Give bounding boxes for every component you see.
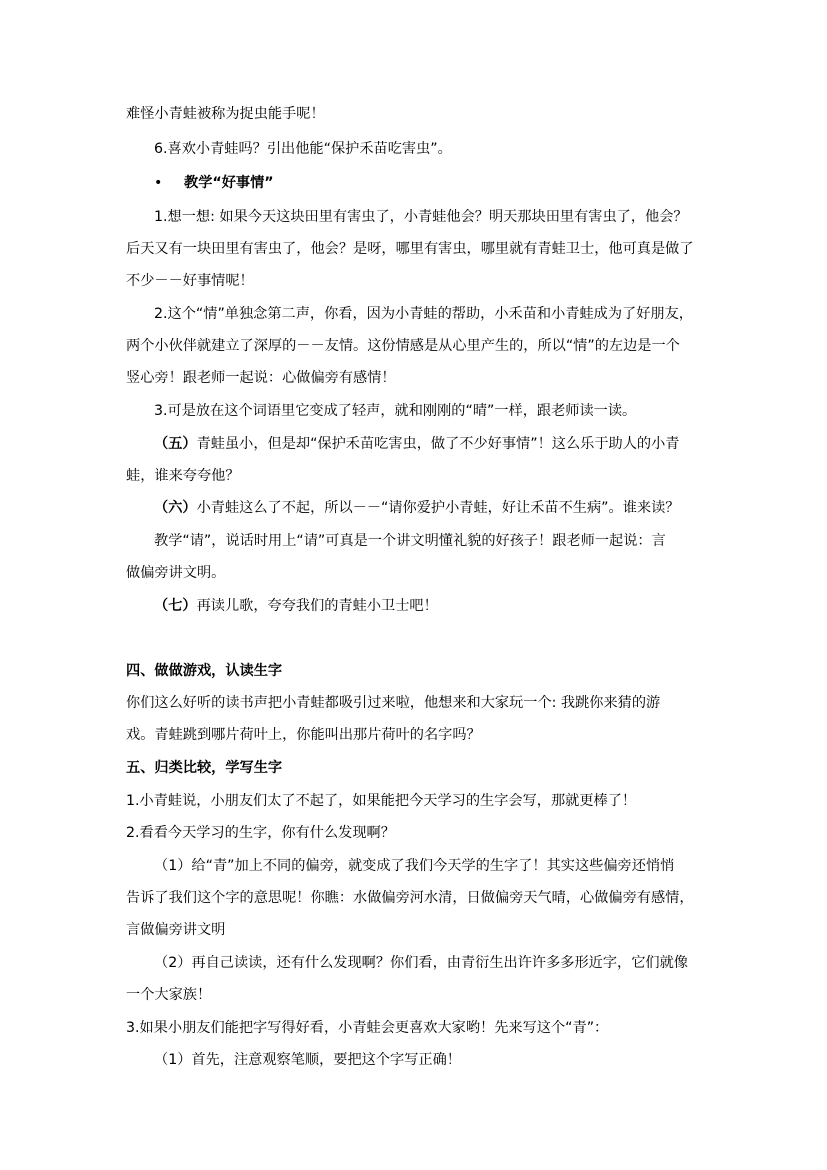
paragraph-line [126, 597, 438, 615]
paragraph-line: 6.喜欢小青蛙吗？引出他能“保护禾苗吃害虫”。 [154, 141, 452, 157]
paragraph-line: （2）再自己读读，还有什么发现啊？你们看，由青衍生出许许多多形近字，它们就像 [154, 955, 688, 971]
paragraph-line: 言做偏旁讲文明 [126, 922, 226, 938]
paragraph-line: 不少－－好事情呢！ [126, 273, 254, 289]
paragraph-line: 1.小青蛙说，小朋友们太了不起了，如果能把今天学习的生字会写，那就更棒了！ [126, 793, 637, 809]
paragraph-line: 蛙，谁来夸夸他？ [126, 468, 240, 484]
bullet-heading [126, 174, 274, 192]
section-heading: 四、做做游戏，认读生字 [126, 663, 283, 679]
paragraph-line: 2.这个“情”单独念第二声，你看，因为小青蛙的帮助，小禾苗和小青蛙成为了好朋友， [154, 306, 693, 322]
paragraph-line: 告诉了我们这个字的意思呢！你瞧：水做偏旁河水清，日做偏旁天气晴，心做偏旁有感情， [126, 890, 694, 906]
paragraph-line: 3.可是放在这个词语里它变成了轻声，就和刚刚的“晴”一样，跟老师读一读。 [154, 403, 637, 419]
paragraph-line: 教学“请”，说话时用上“请”可真是一个讲文明懂礼貌的好孩子！跟老师一起说：言 [154, 533, 666, 549]
paragraph-line: 难怪小青蛙被称为捉虫能手呢！ [126, 106, 325, 122]
paragraph-line: （1）首先，注意观察笔顺，要把这个字写正确！ [154, 1052, 461, 1068]
paragraph-line: 3.如果小朋友们能把字写得好看，小青蛙会更喜欢大家哟！先来写这个“青”： [126, 1020, 609, 1036]
paragraph-line: 戏。青蛙跳到哪片荷叶上，你能叫出那片荷叶的名字吗？ [126, 727, 481, 743]
paragraph-line: 一个大家族！ [126, 987, 212, 1003]
paragraph-text: 青蛙虽小，但是却“保护禾苗吃害虫，做了不少好事情”！这么乐于助人的小青 [196, 436, 680, 452]
section-marker: （七） [154, 598, 197, 614]
heading-text: 教学“好事情” [184, 175, 274, 191]
paragraph-line [126, 435, 679, 453]
paragraph-line [126, 499, 679, 517]
paragraph-line: 两个小伙伴就建立了深厚的－－友情。这份情感是从心里产生的，所以“情”的左边是一个 [126, 338, 680, 354]
paragraph-line: 竖心旁！跟老师一起说：心做偏旁有感情！ [126, 370, 396, 386]
section-marker: （六） [154, 500, 197, 516]
paragraph-line: 你们这么好听的读书声把小青蛙都吸引过来啦，他想来和大家玩一个: 我跳你来猜的游 [126, 695, 661, 711]
section-heading: 五、归类比较，学写生字 [126, 760, 283, 776]
paragraph-line: 后天又有一块田里有害虫了，他会？是呀，哪里有害虫，哪里就有青蛙卫士，他可真是做了 [126, 241, 694, 257]
paragraph-line: 1.想一想: 如果今天这块田里有害虫了，小青蛙他会？明天那块田里有害虫了，他会？ [154, 209, 688, 225]
paragraph-line: 做偏旁讲文明。 [126, 565, 226, 581]
paragraph-line: （1）给“青”加上不同的偏旁，就变成了我们今天学的生字了！其实这些偏旁还悄悄 [154, 858, 675, 874]
section-marker: （五） [154, 436, 197, 452]
bullet-icon: • [154, 175, 163, 191]
paragraph-line: 2.看看今天学习的生字，你有什么发现啊？ [126, 825, 395, 841]
paragraph-text: 再读儿歌，夸夸我们的青蛙小卫士吧！ [196, 598, 438, 614]
paragraph-text: 小青蛙这么了不起，所以－－“请你爱护小青蛙，好让禾苗不生病”。谁来读？ [196, 500, 680, 516]
